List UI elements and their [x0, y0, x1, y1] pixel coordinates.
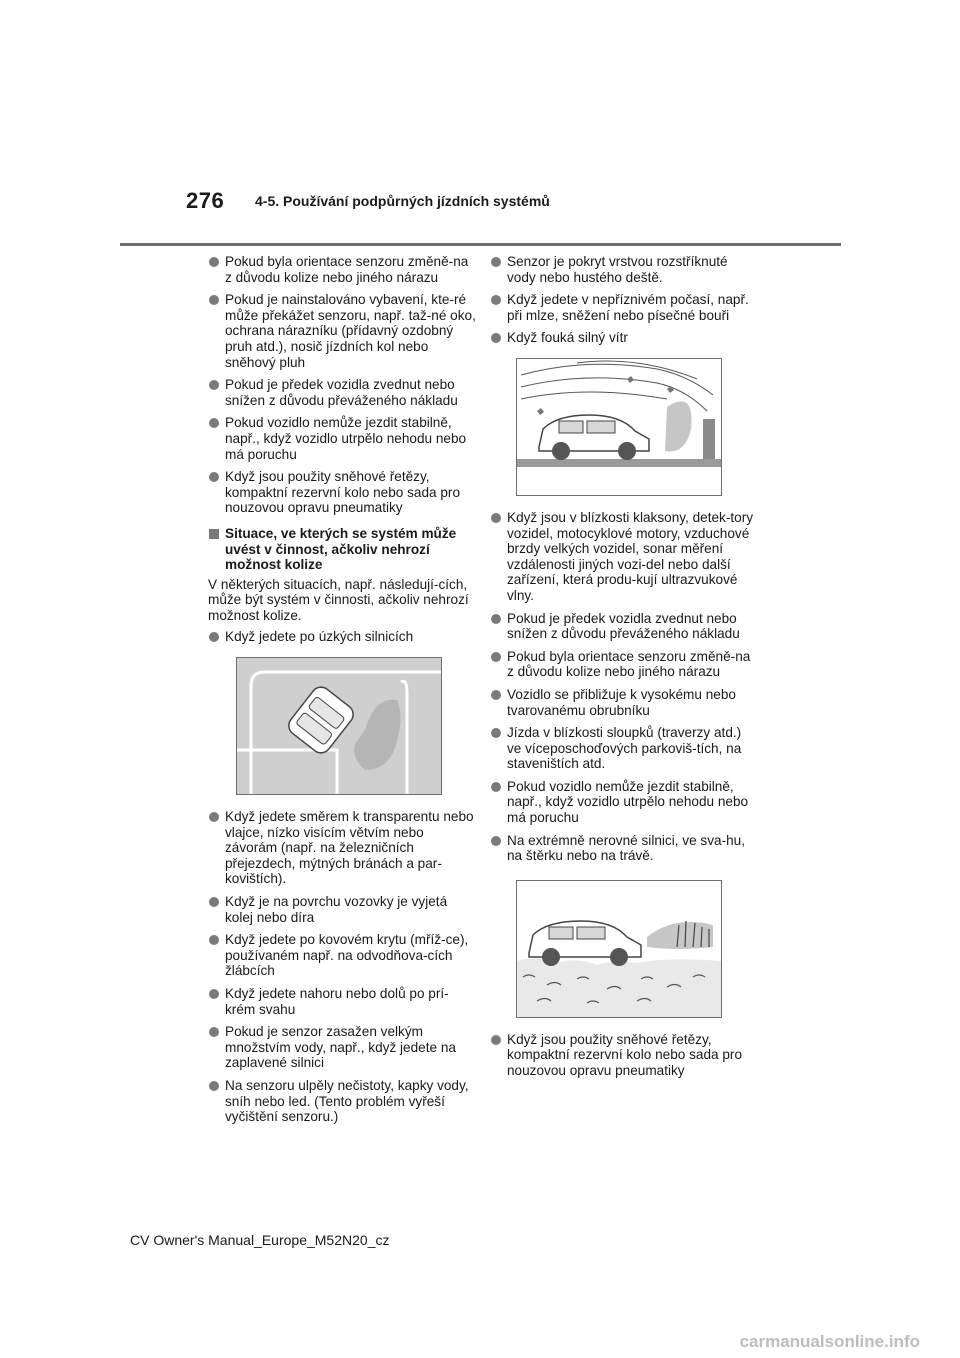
list-item — [208, 809, 476, 887]
list-item-text: Senzor je pokryt vrstvou rozstříknuté vody nebo hustého deště. — [507, 254, 728, 285]
bullet-icon — [209, 1027, 219, 1037]
list-item — [208, 377, 476, 408]
list-item — [208, 932, 476, 979]
narrow-road-drawing — [237, 658, 441, 794]
list-item-text: Pokud je předek vozidla zvednut nebo snížen z důvodu převáženého nákladu — [225, 377, 458, 408]
list-item — [208, 469, 476, 516]
strong-wind-drawing — [517, 359, 721, 495]
bullet-icon — [209, 472, 219, 482]
bullet-icon — [209, 295, 219, 305]
rough-terrain-drawing — [517, 881, 721, 1017]
list-item-text: Když jedete po kovovém krytu (mříž-ce), používaném např. na odvodňova-cích žlábcích — [225, 932, 469, 979]
list-item-text: Na extrémně nerovné silnici, ve sva-hu, na štěrku nebo na trávě. — [507, 832, 745, 864]
bullet-icon — [491, 333, 501, 343]
list-item-text: Pokud je nainstalováno vybavení, kte-ré může překážet senzoru, např. taž-né oko, ochrana nárazníku (přídavný ozdobný pruh atd.), nosič jízdních kol nebo sněhový pluh — [225, 292, 476, 370]
list-item-text: Pokud vozidlo nemůže jezdit stabilně, např., když vozidlo utrpělo nehodu nebo má poruchu — [507, 778, 749, 826]
list-item-text: Když fouká silný vítr — [507, 330, 628, 346]
bullet-icon — [491, 652, 501, 662]
bullet-icon — [209, 812, 219, 822]
list-item-text: Když jsou v blízkosti klaksony, detek-tory vozidel, motocyklové motory, vzduchové brzdy velkých vozidel, sonar měření vzdálenosti jiných vozi-del nebo další zařízení, která produ-kují ultrazvukové vlny. — [507, 509, 754, 603]
list-item — [490, 649, 758, 680]
list-item — [208, 415, 476, 462]
list-item — [490, 510, 758, 604]
bullet-icon — [491, 836, 501, 846]
page-number: 276 — [186, 188, 225, 213]
narrow-road-illustration — [236, 657, 442, 795]
bullet-icon — [209, 1081, 219, 1091]
list-item — [490, 725, 758, 772]
bullet-icon — [209, 632, 219, 642]
list-item — [490, 254, 758, 285]
section-title: 4-5. Používání podpůrných jízdních systémů — [255, 193, 550, 209]
list-item — [490, 1032, 758, 1079]
bullet-icon — [209, 935, 219, 945]
square-bullet-icon — [209, 529, 219, 539]
list-item — [208, 292, 476, 370]
list-item — [490, 779, 758, 826]
strong-wind-illustration — [516, 358, 722, 496]
list-item-text: Na senzoru ulpěly nečistoty, kapky vody, sníh nebo led. (Tento problém vyřeší vyčištění senzoru.) — [225, 1077, 469, 1125]
list-item — [208, 894, 476, 925]
list-item-text: Když jedete nahoru nebo dolů po prí-krém svahu — [225, 986, 449, 1017]
bullet-icon — [209, 897, 219, 907]
list-item — [208, 254, 476, 285]
list-item — [208, 629, 476, 645]
bullet-icon — [209, 380, 219, 390]
right-column — [490, 254, 758, 1086]
list-item — [490, 687, 758, 718]
list-item — [208, 986, 476, 1017]
list-item-text: Pokud je senzor zasažen velkým množstvím vody, např., když jedete na zaplavené silnici — [225, 1024, 456, 1071]
bullet-icon — [491, 257, 501, 267]
list-item — [490, 611, 758, 642]
list-item — [208, 1024, 476, 1071]
bullet-icon — [491, 614, 501, 624]
paragraph: V některých situacích, např. následují-cích, může být systém v činnosti, ačkoliv nehrozí možnost kolize. — [208, 576, 469, 623]
bullet-icon — [209, 257, 219, 267]
list-item-text: Pokud je předek vozidla zvednut nebo snížen z důvodu převáženého nákladu — [507, 610, 740, 642]
list-item-text: Když jedete směrem k transparentu nebo vlajce, nízko visícím větvím nebo závorám (např. na železničních přejezdech, mýtných bránách a par-kovištích). — [225, 809, 474, 887]
rough-terrain-illustration — [516, 880, 722, 1018]
list-item — [490, 292, 758, 323]
list-item — [208, 1078, 476, 1125]
list-item-text: Když jedete po úzkých silnicích — [225, 629, 414, 645]
bullet-icon — [491, 782, 501, 792]
bullet-icon — [491, 690, 501, 700]
list-item-text: Když jsou použity sněhové řetězy, kompaktní rezervní kolo nebo sada pro nouzovou opravu pneumatiky — [225, 469, 461, 516]
bullet-icon — [209, 418, 219, 428]
bullet-icon — [491, 1035, 501, 1045]
list-item-text: Pokud byla orientace senzoru změně-na z důvodu kolize nebo jiného nárazu — [225, 254, 469, 285]
list-item-text: Pokud vozidlo nemůže jezdit stabilně, např., když vozidlo utrpělo nehodu nebo má poruchu — [225, 415, 467, 462]
list-item-text: Vozidlo se přibližuje k vysokému nebo tvarovanému obrubníku — [507, 686, 736, 718]
list-item — [490, 833, 758, 864]
footer-text: CV Owner's Manual_Europe_M52N20_cz — [130, 1232, 390, 1248]
list-item-text: Jízda v blízkosti sloupků (traverzy atd.) ve víceposchoďových parkoviš-tích, na staveništích atd. — [507, 725, 742, 772]
list-item-text: Když jsou použity sněhové řetězy, kompaktní rezervní kolo nebo sada pro nouzovou opravu pneumatiky — [507, 1031, 743, 1079]
header-rule — [120, 243, 841, 246]
list-item-text: Když jedete v nepříznivém počasí, např. při mlze, sněžení nebo písečné bouři — [507, 292, 749, 323]
bullet-icon — [491, 513, 501, 523]
list-item-text: Když je na povrchu vozovky je vyjetá kolej nebo díra — [225, 894, 448, 925]
bullet-icon — [491, 728, 501, 738]
subheading — [208, 526, 476, 573]
left-column — [208, 254, 476, 1132]
subheading-text: Situace, ve kterých se systém může uvést v činnost, ačkoliv nehrozí možnost kolize — [225, 525, 457, 573]
bullet-icon — [209, 989, 219, 999]
bullet-icon — [491, 295, 501, 305]
list-item — [490, 330, 758, 346]
list-item-text: Pokud byla orientace senzoru změně-na z důvodu kolize nebo jiného nárazu — [507, 648, 751, 680]
watermark: carmanualsonline.info — [739, 1332, 920, 1351]
